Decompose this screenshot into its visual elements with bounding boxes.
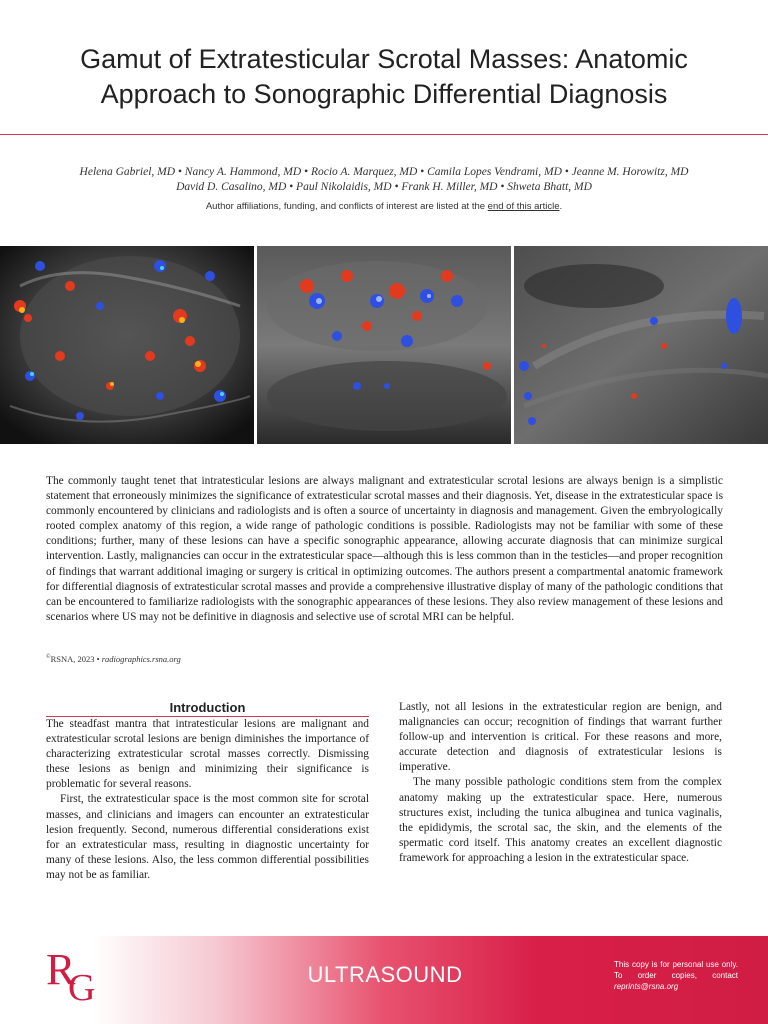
section-label: ULTRASOUND <box>307 962 463 987</box>
authors-line-1: Helena Gabriel, MD • Nancy A. Hammond, MD • Rocio A. Marquez, MD • Camila Lopes Vendrami, MD • Jeanne M. Horowitz, MD <box>79 166 689 178</box>
doppler-image-1 <box>0 246 254 444</box>
author-list <box>40 165 728 195</box>
reprint-note <box>614 959 738 992</box>
doppler-image-3 <box>514 246 768 444</box>
intro-paragraph-4: The many possible pathologic conditions stem from the complex anatomy making up the extratesticular space. Here, numerous structures exist, including the tunica albuginea and tunica vaginalis, the epididymis, the scrotal sac, the skin, and the elements of the spermatic cord itself. This anatomy creates an excellent diagnostic framework for approaching a lesion in the extratesticular space. <box>399 776 722 864</box>
copyright-text: RSNA, 2023 • <box>50 654 100 664</box>
intro-paragraph-3: Lastly, not all lesions in the extratesticular region are benign, and malignancies can occur; recognition of findings that warrant further follow-up and intervention is critical. For these reasons and more, accurate detection and diagnosis of extratesticular lesions is imperative. <box>399 701 722 774</box>
svg-text:R: R <box>46 945 76 994</box>
intro-paragraph-1: The steadfast mantra that intratesticular lesions are malignant and extratesticular scrotal lesions are benign diminishes the importance of characterizing extratesticular scrotal masses correctly. Dismissing these lesions as benign and minimizing their significance is problematic for several reasons. <box>46 718 369 791</box>
abstract: The commonly taught tenet that intratesticular lesions are always malignant and extratesticular scrotal lesions are always benign is a simplistic statement that erroneously minimizes the significance of extratesticular scrotal masses and their diagnosis. Yet, disease in the extratesticular space is commonly encountered by clinicians and radiologists and is often a source of uncertainty in diagnosis and management. Given the embryologically rooted complex anatomy of this region, a wide range of pathologic conditions is possible. Radiologists may not be familiar with some of these conditions; further, many of these lesions can have a specific sonographic appearance, allowing accurate diagnosis that can minimize surgical intervention. Lastly, malignancies can occur in the extratesticular space—although this is less common than in the testicles—and proper recognition of findings that warrant additional imaging or surgery is critical in optimizing outcomes. The authors present a compartmental anatomic framework for differential diagnosis of extratesticular scrotal masses and provide a comprehensive illustrative display of many of the pathologic conditions that can be encountered to familiarize radiologists with the sonographic appearances of these lesions. They also review management of these lesions and scenarios where US may not be definitive in diagnosis and selective use of scrotal MRI can be helpful. <box>46 475 723 623</box>
journal-url: radiographics.rsna.org <box>101 654 181 664</box>
radiographics-logo <box>44 940 106 1004</box>
introduction-heading: Introduction <box>46 700 369 717</box>
affiliations-note <box>40 201 728 212</box>
doppler-image-2 <box>257 246 511 444</box>
reprint-email[interactable]: reprints@rsna.org <box>614 982 679 991</box>
title-line-2: Approach to Sonographic Differential Diagnosis <box>100 79 668 109</box>
title-divider <box>0 134 768 135</box>
authors-line-2: David D. Casalino, MD • Paul Nikolaidis, MD • Frank H. Miller, MD • Shweta Bhatt, MD <box>176 181 592 193</box>
left-column <box>46 700 369 883</box>
copyright-line <box>46 654 181 664</box>
title-line-1: Gamut of Extratesticular Scrotal Masses: Anatomic <box>80 44 688 74</box>
svg-text:G: G <box>68 967 96 1004</box>
end-of-article-link[interactable]: end of this article <box>487 201 560 212</box>
reprint-note-text: This copy is for personal use only. To order copies, contact <box>614 960 738 980</box>
right-column <box>399 700 722 866</box>
article-title <box>20 42 748 112</box>
affiliations-prefix: Author affiliations, funding, and conflicts of interest are listed at the <box>205 201 486 212</box>
ultrasound-image-strip <box>0 246 768 444</box>
intro-paragraph-2: First, the extratesticular space is the most common site for scrotal masses, and clinicians and imagers can encounter an extratesticular lesion frequently. Second, numerous differential considerations exist for an extratesticular mass, resulting in diagnostic uncertainty for many of these lesions. Also, the less common differential possibilities may not be as familiar. <box>46 793 369 881</box>
affiliations-suffix: . <box>559 201 563 212</box>
copyright-mark: © <box>46 654 51 660</box>
